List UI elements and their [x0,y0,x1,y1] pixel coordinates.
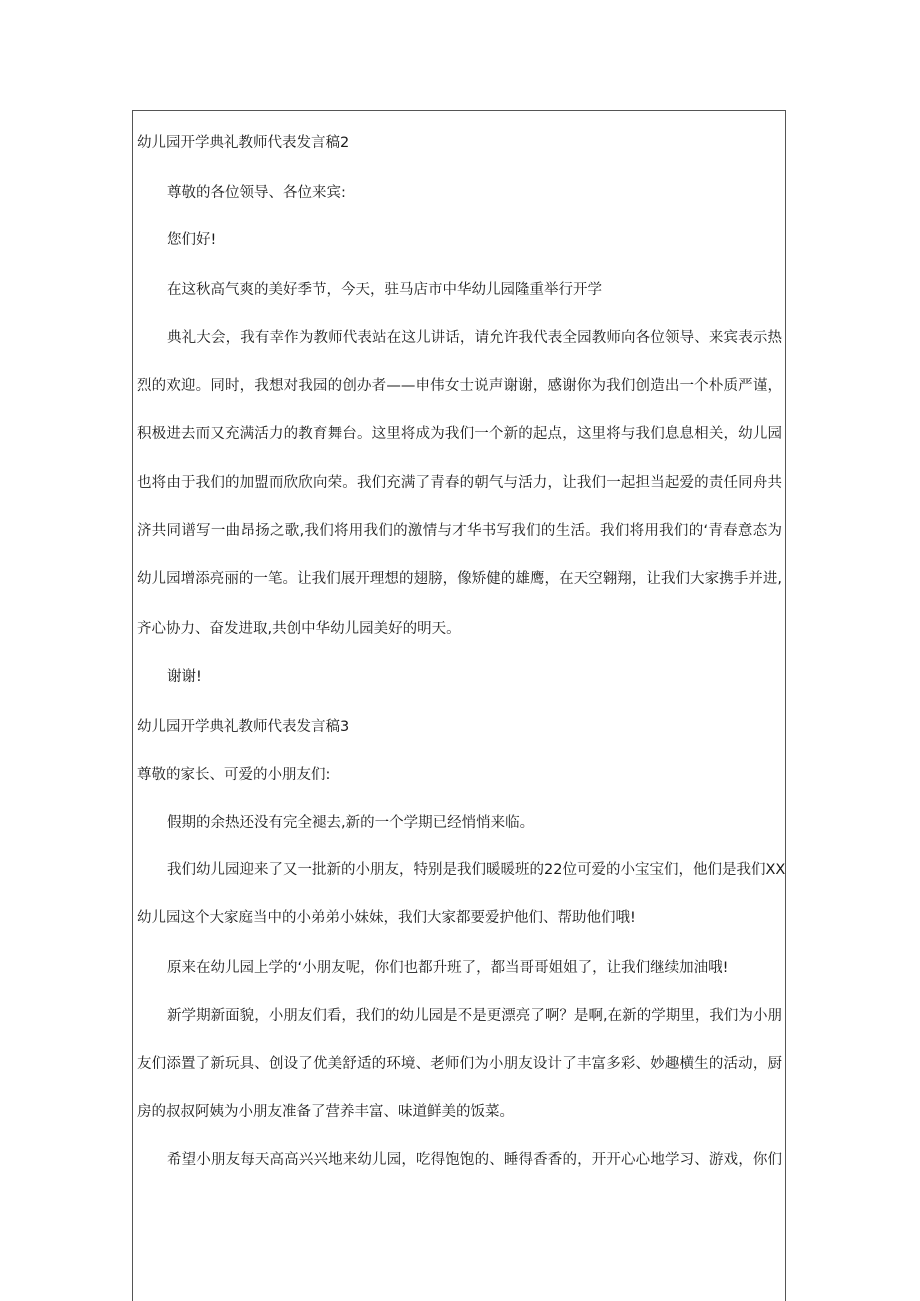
paragraph-line: 典礼大会，我有幸作为教师代表站在这儿讲话，请允许我代表全园教师向各位领导、来宾表示热 [167,330,782,346]
heading-speech-3: 幼儿园开学典礼教师代表发言稿3 [137,719,350,735]
greeting-line: 尊敬的家长、可爱的小朋友们: [137,767,331,783]
paragraph-line: 友们添置了新玩具、创设了优美舒适的环境、老师们为小朋友设计了丰富多彩、妙趣横生的活动，厨 [137,1056,782,1072]
paragraph-line: 齐心协力、奋发进取,共创中华幼儿园美好的明天。 [137,621,461,637]
paragraph-line: 济共同谱写一曲昂扬之歌,我们将用我们的激情与才华书写我们的生活。我们将用我们的‘青春意态为 [137,523,782,539]
paragraph-line: 积极进去而又充满活力的教育舞台。这里将成为我们一个新的起点，这里将与我们息息相关，幼儿园 [137,426,782,442]
thanks-line: 谢谢! [167,669,202,685]
paragraph-line: 幼儿园增添亮丽的一笔。让我们展开理想的翅膀，像矫健的雄鹰，在天空翱翔，让我们大家携手并进, [137,571,782,587]
heading-speech-2: 幼儿园开学典礼教师代表发言稿2 [137,135,350,151]
paragraph-line: 我们幼儿园迎来了又一批新的小朋友，特别是我们暖暖班的22位可爱的小宝宝们，他们是我们XX [167,862,786,878]
paragraph-line: 希望小朋友每天高高兴兴地来幼儿园，吃得饱饱的、睡得香香的，开开心心地学习、游戏，你们 [167,1152,782,1168]
paragraph-line: 新学期新面貌，小朋友们看，我们的幼儿园是不是更漂亮了啊？是啊,在新的学期里，我们为小朋 [167,1008,782,1024]
paragraph-line: 原来在幼儿园上学的‘小朋友呢，你们也都升班了，都当哥哥姐姐了，让我们继续加油哦! [167,960,729,976]
paragraph-line: 在这秋高气爽的美好季节，今天，驻马店市中华幼儿园隆重举行开学 [167,282,602,298]
paragraph-line: 假期的余热还没有完全褪去,新的一个学期已经悄悄来临。 [167,815,535,831]
greeting-line: 尊敬的各位领导、各位来宾: [167,185,346,201]
paragraph-line: 房的叔叔阿姨为小朋友准备了营养丰富、味道鲜美的饭菜。 [137,1104,514,1120]
hello-line: 您们好! [167,232,217,248]
paragraph-line: 也将由于我们的加盟而欣欣向荣。我们充满了青春的朝气与活力，让我们一起担当起爱的责任同舟共 [137,475,782,491]
paragraph-line: 幼儿园这个大家庭当中的小弟弟小妹妹，我们大家都要爱护他们、帮助他们哦! [137,910,636,926]
paragraph-line: 烈的欢迎。同时，我想对我园的创办者——申伟女士说声谢谢，感谢你为我们创造出一个朴质严谨， [137,378,782,394]
